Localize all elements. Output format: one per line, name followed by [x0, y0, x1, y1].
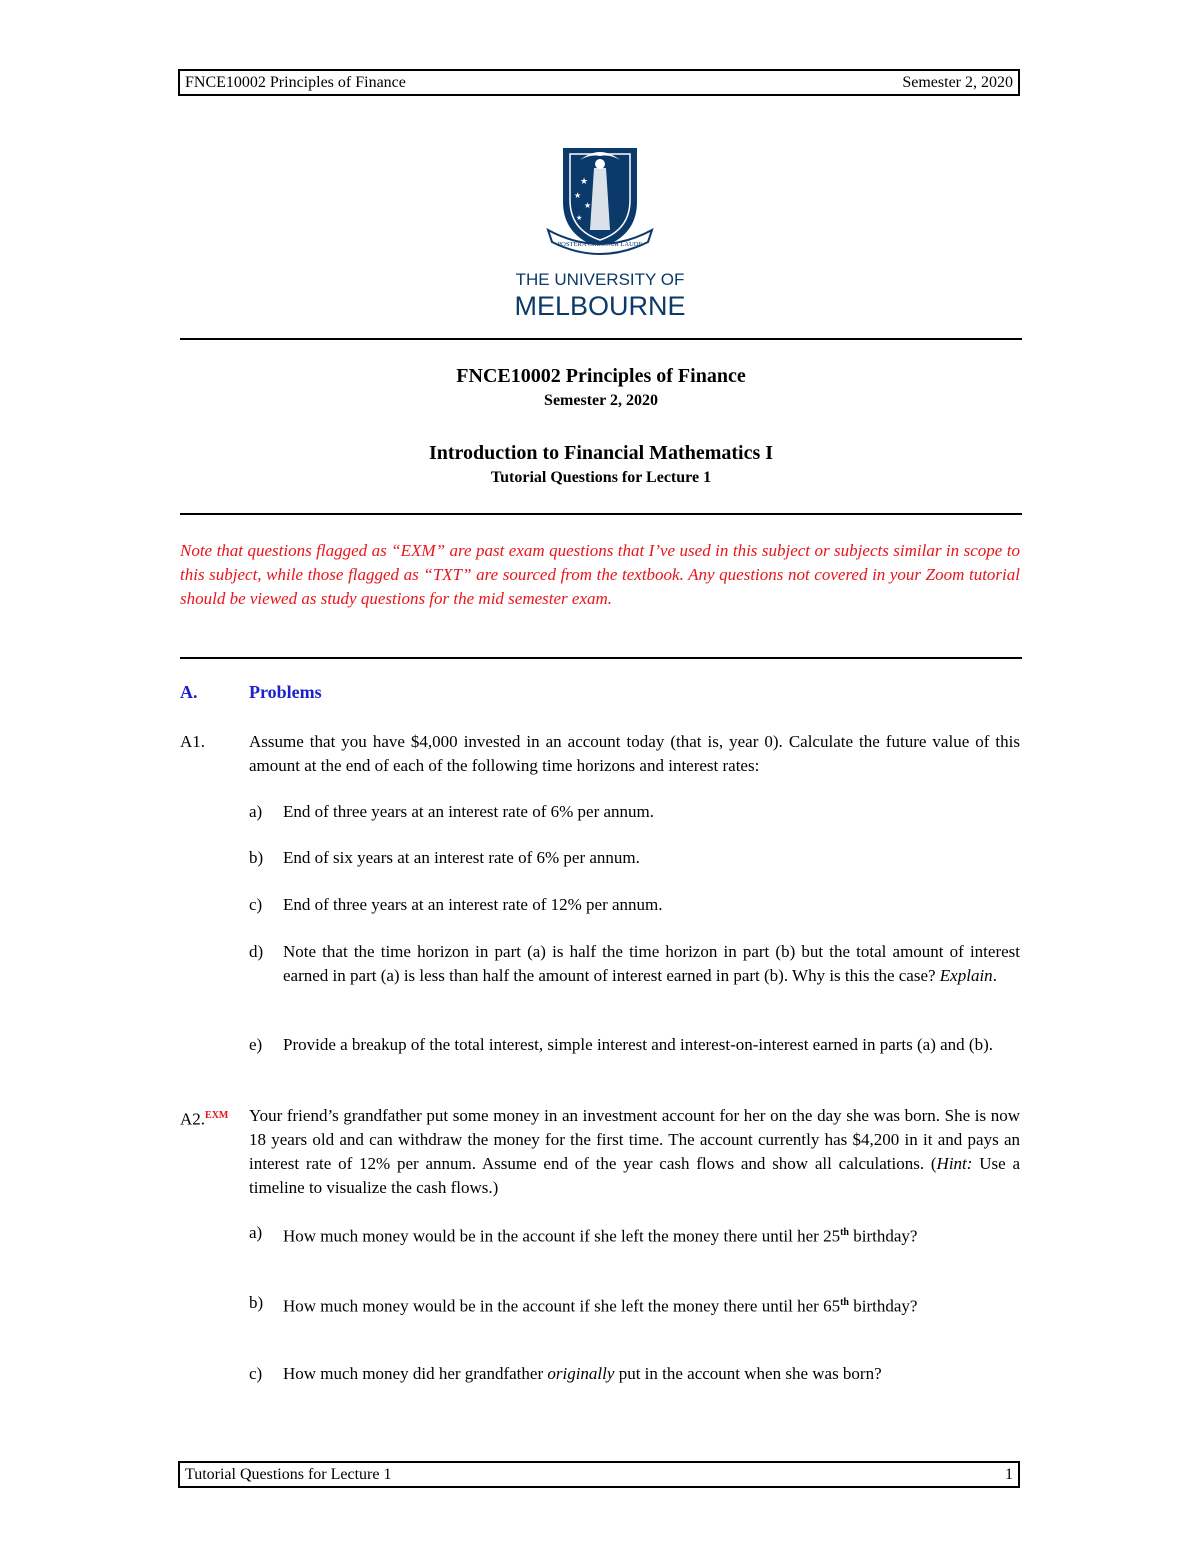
question-part	[249, 846, 1020, 870]
course-title: FNCE10002 Principles of Finance	[456, 365, 746, 387]
part-label: a)	[249, 802, 263, 821]
part-text: End of three years at an interest rate of 12% per annum.	[283, 895, 663, 914]
question-part	[249, 1362, 1020, 1386]
part-label: b)	[249, 848, 264, 867]
running-footer	[178, 1461, 1020, 1488]
svg-text:★: ★	[584, 201, 592, 210]
header-course: FNCE10002 Principles of Finance	[185, 73, 406, 91]
university-of-melbourne-crest	[510, 140, 690, 320]
exam-flag-badge: EXM	[205, 1110, 229, 1121]
question-a1	[180, 730, 1020, 778]
part-label: d)	[249, 942, 264, 961]
running-header	[178, 69, 1020, 96]
question-part	[249, 940, 1020, 988]
svg-text:★: ★	[576, 214, 583, 222]
crest-motto: POSTERA CRESCAM LAUDE	[557, 241, 643, 248]
question-part	[249, 1221, 1020, 1249]
question-label: A2.$^{EXM}$	[180, 1109, 229, 1129]
footer-title: Tutorial Questions for Lecture 1	[185, 1465, 392, 1483]
question-part	[249, 1033, 1020, 1057]
question-text: Your friend’s grandfather put some money in an investment account for her on the day she was born. She is now 18 years old and can withdraw the money for the first time. The account currently has $4,200 in it and pays an interest rate of 12% per annum. Assume end of the year cash flows and show all calculations. (Hint: Use a timeline to visualize the cash flows.)	[249, 1106, 1020, 1197]
section-title: Problems	[249, 682, 322, 702]
section-number: A.	[180, 682, 198, 702]
divider	[180, 338, 1022, 340]
crest-icon	[548, 148, 652, 254]
question-part	[249, 893, 1020, 917]
part-text: End of six years at an interest rate of 6% per annum.	[283, 848, 640, 867]
question-a2	[180, 1104, 1020, 1200]
topic-title: Introduction to Financial Mathematics I	[428, 442, 774, 464]
part-text: Provide a breakup of the total interest, simple interest and interest-on-interest earned in parts (a) and (b).	[283, 1035, 993, 1054]
wordmark-line2: MELBOURNE	[514, 291, 686, 320]
exam-flag-note: Note that questions flagged as “EXM” are past exam questions that I’ve used in this subject or subjects similar in scope to this subject, while those flagged as “TXT” are sourced from the textbook. Any questions not covered in your Zoom tutorial should be viewed as study questions for the mid semester exam.	[180, 541, 1020, 608]
svg-text:★: ★	[574, 191, 582, 200]
wordmark-line1: THE UNIVERSITY OF	[515, 270, 685, 289]
header-semester: Semester 2, 2020	[902, 73, 1013, 91]
section-heading	[180, 682, 322, 703]
part-text: End of three years at an interest rate of 6% per annum.	[283, 802, 655, 821]
part-text: How much money would be in the account if she left the money there until her 65th birthday?	[283, 1296, 918, 1316]
question-text: Assume that you have $4,000 invested in an account today (that is, year 0). Calculate the future value of this amount at the end of each of the following time horizons and interest rates:	[249, 732, 1020, 775]
semester-title: Semester 2, 2020	[544, 392, 658, 409]
svg-text:★: ★	[580, 177, 589, 187]
question-label: A1.	[180, 732, 206, 751]
part-label: c)	[249, 895, 263, 914]
divider	[180, 657, 1022, 659]
part-text: How much money would be in the account if she left the money there until her 25th birthday?	[283, 1226, 918, 1246]
question-part	[249, 1291, 1020, 1319]
part-label: b)	[249, 1293, 264, 1312]
part-text: How much money did her grandfather originally put in the account when she was born?	[283, 1364, 882, 1383]
part-label: e)	[249, 1035, 263, 1054]
part-label: a)	[249, 1223, 263, 1242]
divider	[180, 513, 1022, 515]
page-number: 1	[1005, 1465, 1013, 1483]
part-label: c)	[249, 1364, 263, 1383]
part-text: Note that the time horizon in part (a) is half the time horizon in part (b) but the total amount of interest earned in part (a) is less than half the amount of interest earned in part (b). Why is this the case? Explain.	[283, 942, 1020, 985]
subtitle: Tutorial Questions for Lecture 1	[490, 469, 712, 486]
question-part	[249, 800, 1020, 824]
